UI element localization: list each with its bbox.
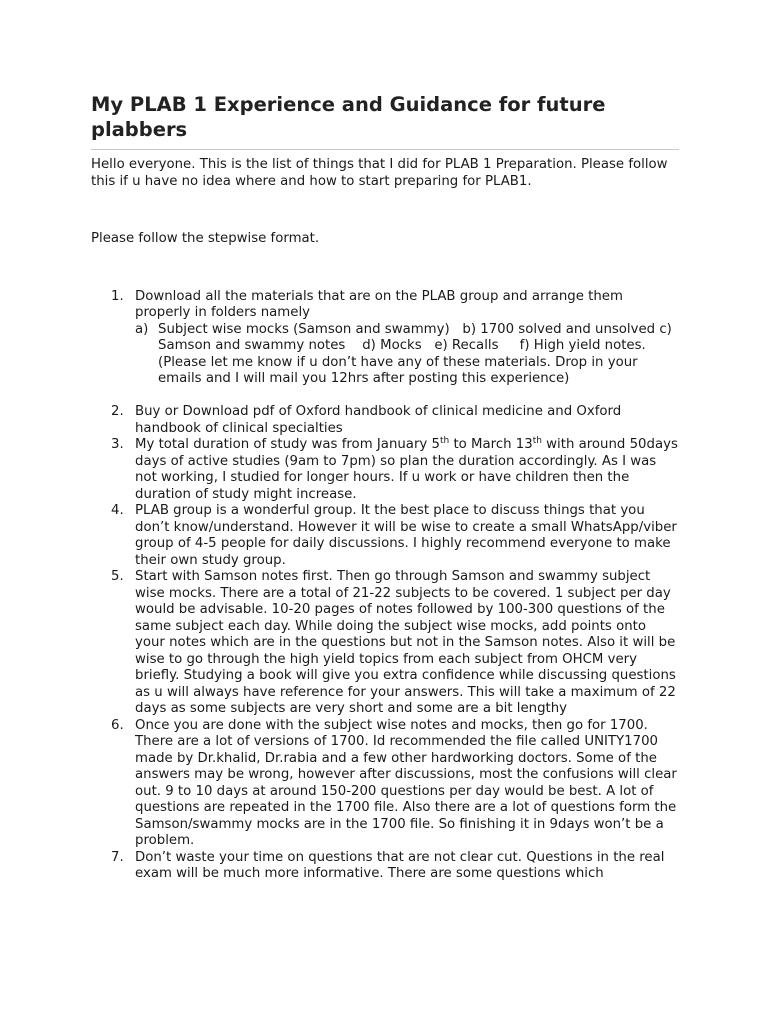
list-item: [91, 404, 679, 437]
list-item-text-part: with around 50days days of active studies (9am to 7pm) so plan the duration accordingly. As I was not working, I studied for longer hours. If u work or have children then the duration of study might increase.: [135, 437, 678, 502]
list-item-number: 7.: [111, 849, 124, 865]
sub-list-letter: a): [135, 321, 149, 337]
list-item-number: 4.: [111, 503, 124, 518]
list-item: [91, 850, 679, 883]
list-item-text: Buy or Download pdf of Oxford handbook of clinical medicine and Oxford handbook of clinical specialties: [135, 404, 622, 436]
title-divider: [91, 149, 679, 150]
superscript: th: [532, 436, 542, 446]
list-item-text: [135, 437, 679, 503]
list-item-number: 6.: [111, 717, 124, 733]
list-item: [91, 718, 679, 850]
stepwise-note: Please follow the stepwise format.: [91, 231, 320, 246]
sub-list-text: Subject wise mocks (Samson and swammy) b) 1700 solved and unsolved c) Samson and swammy notes d) Mocks e) Recalls f) High yield notes.: [158, 321, 672, 353]
list-item: [91, 437, 679, 503]
list-item-text: Start with Samson notes first. Then go through Samson and swammy subject wise mocks. There are a total of 21-22 subjects to be covered. 1 subject per day would be advisable. 10-20 pages of notes followed by 100-300 questions of the same subject each day. While doing the subject wise mocks, add points onto your notes which are in the questions but not in the Samson notes. Also it will be wise to go through the high yield topics from each subject from OHCM very briefly. Studying a book will give you extra confidence while discussing questions as u will always have reference for your answers. This will take a maximum of 22 days as some subjects are very short and some are a bit lengthy: [135, 569, 676, 716]
list-item-text-part: to March 13: [449, 437, 533, 452]
list-item: [91, 569, 679, 718]
list-item-number: 1.: [111, 288, 124, 304]
list-item-number: 3.: [111, 437, 124, 452]
list-item-text-part: My total duration of study was from January 5: [135, 437, 440, 452]
list-item-text: PLAB group is a wonderful group. It the best place to discuss things that you don’t know/understand. However it will be wise to create a small WhatsApp/viber group of 4-5 people for daily discussions. I highly recommend everyone to make their own study group.: [135, 503, 677, 568]
list-item: [91, 503, 679, 569]
intro-paragraph: Hello everyone. This is the list of things that I did for PLAB 1 Preparation. Please follow this if u have no idea where and how to start preparing for PLAB1.: [91, 157, 668, 189]
list-item-number: 2.: [111, 404, 124, 419]
list-item-text: Download all the materials that are on the PLAB group and arrange them properly in folders namely: [135, 288, 623, 320]
document-page: [91, 92, 679, 883]
list-item: [91, 289, 679, 388]
superscript: th: [439, 436, 450, 446]
document-title: My PLAB 1 Experience and Guidance for future plabbers: [91, 93, 606, 141]
sub-list: [135, 322, 679, 388]
list-item-text: Once you are done with the subject wise notes and mocks, then go for 1700. There are a lot of versions of 1700. Id recommended the file called UNITY1700 made by Dr.khalid, Dr.rabia and a few other hardworking doctors. Some of the answers may be wrong, however after discussions, most the confusions will clear out. 9 to 10 days at around 150-200 questions per day would be best. A lot of questions are repeated in the 1700 file. Also there are a lot of questions form the Samson/swammy mocks are in the 1700 file. So finishing it in 9days won’t be a problem.: [135, 717, 677, 848]
list-item-text: Don’t waste your time on questions that are not clear cut. Questions in the real exam will be much more informative. There are some questions which: [135, 849, 665, 881]
list-item-number: 5.: [111, 569, 124, 584]
steps-list: [91, 289, 679, 883]
sub-list-note: (Please let me know if u don’t have any of these materials. Drop in your emails and I will mail you 12hrs after posting this experience): [158, 354, 638, 386]
